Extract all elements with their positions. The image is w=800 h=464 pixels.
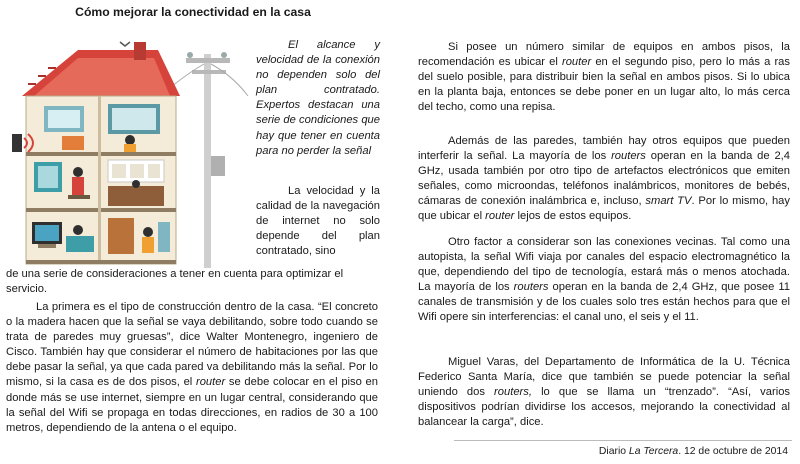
source-divider	[454, 440, 792, 441]
paragraph-1-start: La velocidad y la calidad de la navegación de internet no solo depende del plan contratado, sino	[256, 185, 380, 258]
paragraph-2: La primera es el tipo de construcción dentro de la casa. “El concreto o la madera hacen que la señal se vaya debilitando, sobre todo cuando se trata de paredes muy gruesas”, dice Walter Montenegro, ingeniero de Cisco. También hay que considerar el número de habitaciones por las que debe pasar la señal, ya que cada pared va debilitando más la señal. Por lo mismo, si la casa es de dos pisos, el router se debe colocar en el piso en donde más se use internet, siempre en un lugar central, considerando que la señal del Wifi se propaga en todas direcciones, en radios de 30 a 100 metros, dependiendo de la antena o el equipo.	[6, 301, 378, 434]
paragraph-3: Si posee un número similar de equipos en ambos pisos, la recomendación es ubicar el router en el segundo piso, pero lo más a ras del suelo posible, para distribuir bien la señal en ambos pisos. Si lo ubica en la planta baja, entonces se debe poner en un lugar alto, lo más cerca del techo, como una repisa.	[418, 41, 790, 114]
article-source: Diario La Tercera. 12 de octubre de 2014	[598, 446, 788, 457]
paragraph-5: Otro factor a considerar son las conexiones vecinas. Tal como una autopista, la señal Wifi viaja por canales del espacio electromagnético la que, dependiendo del tipo de tecnología, estará más o menos atochada. La mayoría de los routers operan en la banda de 2,4 GHz, que posee 11 canales de transmisión y de los cuales solo tres están hechos para que el Wifi opere sin interferencias: el canal uno, el seis y el 11.	[418, 236, 790, 324]
article-intro: El alcance y velocidad de la conexión no dependen solo del plan contratado. Expertos destacan una serie de condiciones que hay que tener en cuenta para no perder la señal	[256, 39, 380, 157]
article-title: Cómo mejorar la conectividad en la casa	[75, 5, 311, 19]
left-column	[6, 0, 380, 464]
paragraph-1-end: de una serie de consideraciones a tener en cuenta para optimizar el servicio.	[6, 268, 344, 296]
house-illustration	[8, 36, 250, 268]
roof-icon	[22, 42, 180, 96]
paragraph-4: Además de las paredes, también hay otros equipos que pueden interferir la señal. La mayoría de los routers operan en la banda de 2,4 GHz, usada también por otro tipo de artefactos electrónicos que emiten señales, como microondas, teléfonos inalámbricos, monitores de bebés, cámaras de conexión inalámbrica e, incluso, smart TV. Por lo mismo, hay que ubicar el router lejos de estos equipos.	[418, 135, 791, 223]
right-column	[418, 0, 792, 464]
paragraph-6: Miguel Varas, del Departamento de Informática de la U. Técnica Federico Santa María, dice que también se puede potenciar la señal uniendo dos routers, lo que se llama un “trenzado”. “Así, varios dispositivos podrían dividirse los accesos, mejorando la conectividad al balancear la carga”, dice.	[418, 356, 791, 429]
